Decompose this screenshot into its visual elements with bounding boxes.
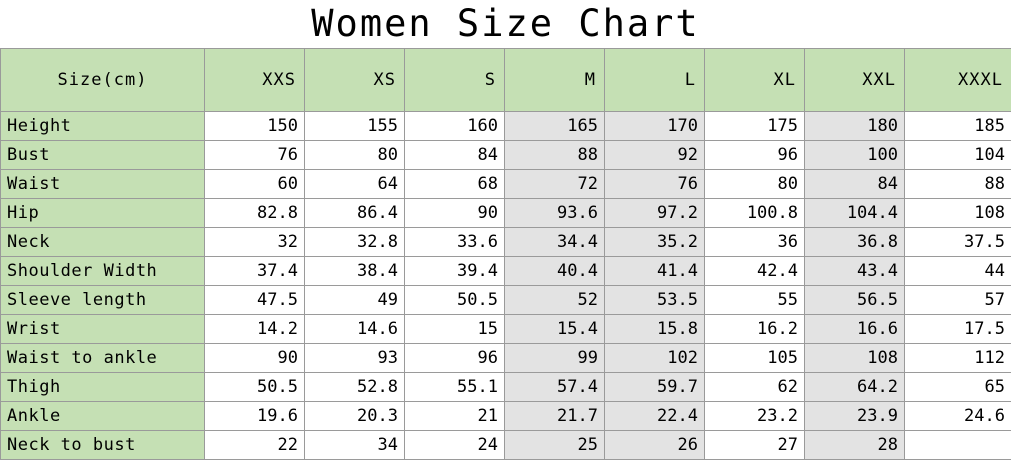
table-cell: 23.9 [805, 402, 905, 431]
table-cell: 185 [905, 112, 1011, 141]
table-cell: 88 [505, 141, 605, 170]
table-cell: 93 [305, 344, 405, 373]
table-cell: 44 [905, 257, 1011, 286]
table-cell: 160 [405, 112, 505, 141]
row-label: Hip [1, 199, 205, 228]
table-cell: 47.5 [205, 286, 305, 315]
table-cell: 86.4 [305, 199, 405, 228]
table-row [1, 373, 1011, 402]
table-cell: 93.6 [505, 199, 605, 228]
table-cell: 52 [505, 286, 605, 315]
table-cell: 27 [705, 431, 805, 460]
table-cell: 26 [605, 431, 705, 460]
table-cell: 14.6 [305, 315, 405, 344]
table-cell: 170 [605, 112, 705, 141]
table-cell: 21 [405, 402, 505, 431]
table-cell: 20.3 [305, 402, 405, 431]
page-title: Women Size Chart [311, 2, 700, 45]
table-cell: 32.8 [305, 228, 405, 257]
table-cell: 16.6 [805, 315, 905, 344]
row-label: Neck to bust [1, 431, 205, 460]
table-cell: 104.4 [805, 199, 905, 228]
table-cell: 38.4 [305, 257, 405, 286]
table-cell: 40.4 [505, 257, 605, 286]
table-cell: 175 [705, 112, 805, 141]
table-cell: 32 [205, 228, 305, 257]
table-cell: 102 [605, 344, 705, 373]
table-cell: 33.6 [405, 228, 505, 257]
table-cell: 50.5 [205, 373, 305, 402]
table-cell: 165 [505, 112, 605, 141]
row-label: Shoulder Width [1, 257, 205, 286]
row-label: Bust [1, 141, 205, 170]
table-cell: 64 [305, 170, 405, 199]
table-cell: 108 [905, 199, 1011, 228]
table-cell: 80 [705, 170, 805, 199]
table-cell: 97.2 [605, 199, 705, 228]
table-cell: 15.4 [505, 315, 605, 344]
column-header-xxl: XXL [805, 49, 905, 112]
column-header-xs: XS [305, 49, 405, 112]
column-header-xxs: XXS [205, 49, 305, 112]
table-cell: 22 [205, 431, 305, 460]
table-cell: 36 [705, 228, 805, 257]
table-cell: 50.5 [405, 286, 505, 315]
table-cell: 112 [905, 344, 1011, 373]
table-row [1, 402, 1011, 431]
table-cell: 64.2 [805, 373, 905, 402]
table-cell: 72 [505, 170, 605, 199]
table-cell: 34 [305, 431, 405, 460]
table-cell: 57 [905, 286, 1011, 315]
table-cell: 25 [505, 431, 605, 460]
row-label: Waist to ankle [1, 344, 205, 373]
header-row [1, 49, 1011, 112]
table-cell: 42.4 [705, 257, 805, 286]
table-cell: 53.5 [605, 286, 705, 315]
table-cell: 37.4 [205, 257, 305, 286]
table-row [1, 315, 1011, 344]
table-row [1, 431, 1011, 460]
column-header-size-label: Size(cm) [1, 49, 205, 112]
table-cell: 62 [705, 373, 805, 402]
column-header-m: M [505, 49, 605, 112]
table-cell: 21.7 [505, 402, 605, 431]
table-cell: 108 [805, 344, 905, 373]
table-cell: 55.1 [405, 373, 505, 402]
row-label: Ankle [1, 402, 205, 431]
table-cell: 76 [605, 170, 705, 199]
table-cell: 65 [905, 373, 1011, 402]
table-cell: 80 [305, 141, 405, 170]
table-cell: 56.5 [805, 286, 905, 315]
table-cell: 49 [305, 286, 405, 315]
row-label: Wrist [1, 315, 205, 344]
table-cell: 22.4 [605, 402, 705, 431]
row-label: Thigh [1, 373, 205, 402]
column-header-xxxl: XXXL [905, 49, 1011, 112]
table-cell: 15.8 [605, 315, 705, 344]
table-cell: 84 [405, 141, 505, 170]
table-cell: 35.2 [605, 228, 705, 257]
table-cell: 68 [405, 170, 505, 199]
table-cell: 104 [905, 141, 1011, 170]
table-cell: 55 [705, 286, 805, 315]
table-cell: 96 [405, 344, 505, 373]
table-cell: 105 [705, 344, 805, 373]
table-cell: 16.2 [705, 315, 805, 344]
table-cell: 76 [205, 141, 305, 170]
table-cell: 82.8 [205, 199, 305, 228]
column-header-xl: XL [705, 49, 805, 112]
table-cell: 150 [205, 112, 305, 141]
table-cell [905, 431, 1011, 460]
table-cell: 24 [405, 431, 505, 460]
table-cell: 180 [805, 112, 905, 141]
table-cell: 99 [505, 344, 605, 373]
table-cell: 88 [905, 170, 1011, 199]
size-chart-table [0, 48, 1011, 460]
table-cell: 24.6 [905, 402, 1011, 431]
column-header-s: S [405, 49, 505, 112]
table-header [1, 49, 1011, 112]
table-cell: 155 [305, 112, 405, 141]
column-header-l: L [605, 49, 705, 112]
table-row [1, 344, 1011, 373]
table-cell: 14.2 [205, 315, 305, 344]
table-row [1, 199, 1011, 228]
table-cell: 17.5 [905, 315, 1011, 344]
table-row [1, 257, 1011, 286]
table-cell: 39.4 [405, 257, 505, 286]
table-row [1, 228, 1011, 257]
table-cell: 60 [205, 170, 305, 199]
table-cell: 96 [705, 141, 805, 170]
table-row [1, 170, 1011, 199]
row-label: Height [1, 112, 205, 141]
table-cell: 28 [805, 431, 905, 460]
table-row [1, 141, 1011, 170]
table-cell: 43.4 [805, 257, 905, 286]
table-cell: 100.8 [705, 199, 805, 228]
table-cell: 23.2 [705, 402, 805, 431]
table-cell: 90 [405, 199, 505, 228]
table-cell: 100 [805, 141, 905, 170]
table-cell: 34.4 [505, 228, 605, 257]
table-row [1, 112, 1011, 141]
table-cell: 90 [205, 344, 305, 373]
table-row [1, 286, 1011, 315]
table-cell: 92 [605, 141, 705, 170]
table-cell: 15 [405, 315, 505, 344]
table-cell: 57.4 [505, 373, 605, 402]
table-cell: 41.4 [605, 257, 705, 286]
table-cell: 59.7 [605, 373, 705, 402]
row-label: Sleeve length [1, 286, 205, 315]
table-cell: 36.8 [805, 228, 905, 257]
table-cell: 37.5 [905, 228, 1011, 257]
table-body [1, 112, 1011, 460]
row-label: Neck [1, 228, 205, 257]
table-cell: 52.8 [305, 373, 405, 402]
row-label: Waist [1, 170, 205, 199]
table-cell: 84 [805, 170, 905, 199]
table-cell: 19.6 [205, 402, 305, 431]
